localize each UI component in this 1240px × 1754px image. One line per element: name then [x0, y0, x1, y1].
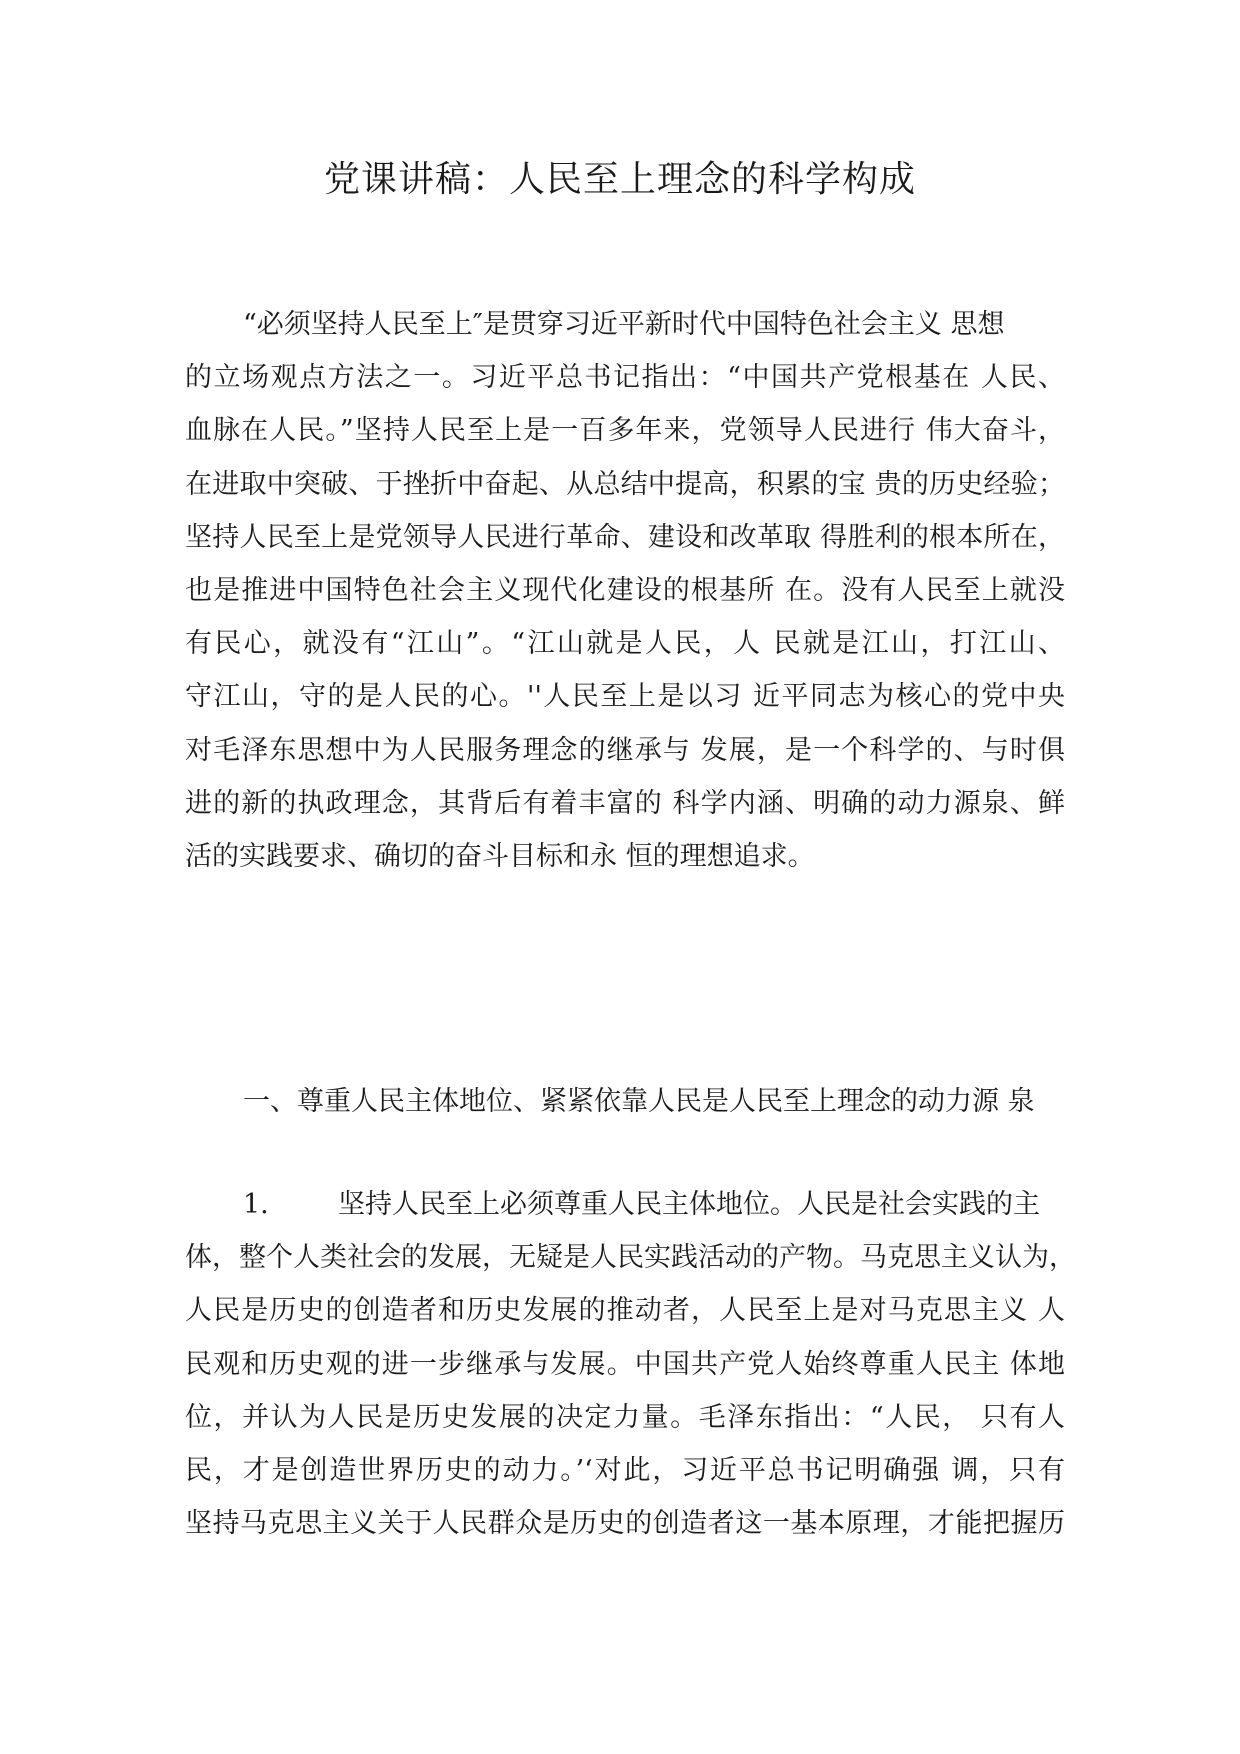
paragraph-line	[185, 1178, 1065, 1231]
paragraph-line: 位，并认为人民是历史发展的决定力量。毛泽东指出：“人民， 只有人	[185, 1401, 1065, 1433]
paragraph-1	[185, 298, 1065, 883]
paragraph-line: 坚持人民至上是党领导人民进行革命、建设和改革取 得胜利的根本所在，	[185, 521, 1065, 553]
paragraph-line: “必须坚持人民至上″是贯穿习近平新时代中国特色社会主义 思想	[243, 309, 1005, 340]
paragraph-line: 民，才是创造世界历史的动力。’‘对此，习近平总书记明确强 调，只有	[185, 1454, 1065, 1486]
paragraph-line: 血脉在人民。”坚持人民至上是一百多年来，党领导人民进行 伟大奋斗，	[185, 415, 1065, 447]
paragraph-line: 的立场观点方法之一。习近平总书记指出：“中国共产党根基在 人民、	[185, 362, 1065, 394]
paragraph-line: 活的实践要求、确切的奋斗目标和永 恒的理想追求。	[185, 840, 815, 872]
paragraph-line: 在进取中突破、于挫折中奋起、从总结中提高，积累的宝 贵的历史经验；	[185, 468, 1065, 500]
paragraph-2	[185, 1178, 1076, 1550]
paragraph-line: 守江山，守的是人民的心。''人民至上是以习 近平同志为核心的党中央	[185, 681, 1065, 713]
paragraph-line: 体，整个人类社会的发展，无疑是人民实践活动的产物。马克思主义认为，	[185, 1242, 1076, 1274]
paragraph-line: 进的新的执政理念，其背后有着丰富的 科学内涵、明确的动力源泉、鲜	[185, 787, 1065, 819]
paragraph-line: 对毛泽东思想中为人民服务理念的继承与 发展，是一个科学的、与时俱	[185, 734, 1065, 766]
section-heading	[243, 1075, 1065, 1128]
document-title: 党课讲稿：人民至上理念的科学构成	[323, 159, 916, 200]
paragraph-line: 人民是历史的创造者和历史发展的推动者，人民至上是对马克思主义 人	[185, 1295, 1065, 1327]
list-number: 1.	[243, 1189, 269, 1220]
section-heading-text: 一、尊重人民主体地位、紧紧依靠人民是人民至上理念的动力源 泉	[243, 1086, 1035, 1117]
paragraph-text: 坚持人民至上必须尊重人民主体地位。人民是社会实践的主	[338, 1189, 1040, 1220]
paragraph-line: 民观和历史观的进一步继承与发展。中国共产党人始终尊重人民主 体地	[185, 1348, 1065, 1380]
paragraph-line: 有民心，就没有“江山”。“江山就是人民，人 民就是江山，打江山、	[185, 628, 1065, 660]
paragraph-line: 也是推进中国特色社会主义现代化建设的根基所 在。没有人民至上就没	[185, 574, 1065, 606]
paragraph-line: 坚持马克思主义关于人民群众是历史的创造者这一基本原理，才能把握历	[185, 1508, 1065, 1540]
